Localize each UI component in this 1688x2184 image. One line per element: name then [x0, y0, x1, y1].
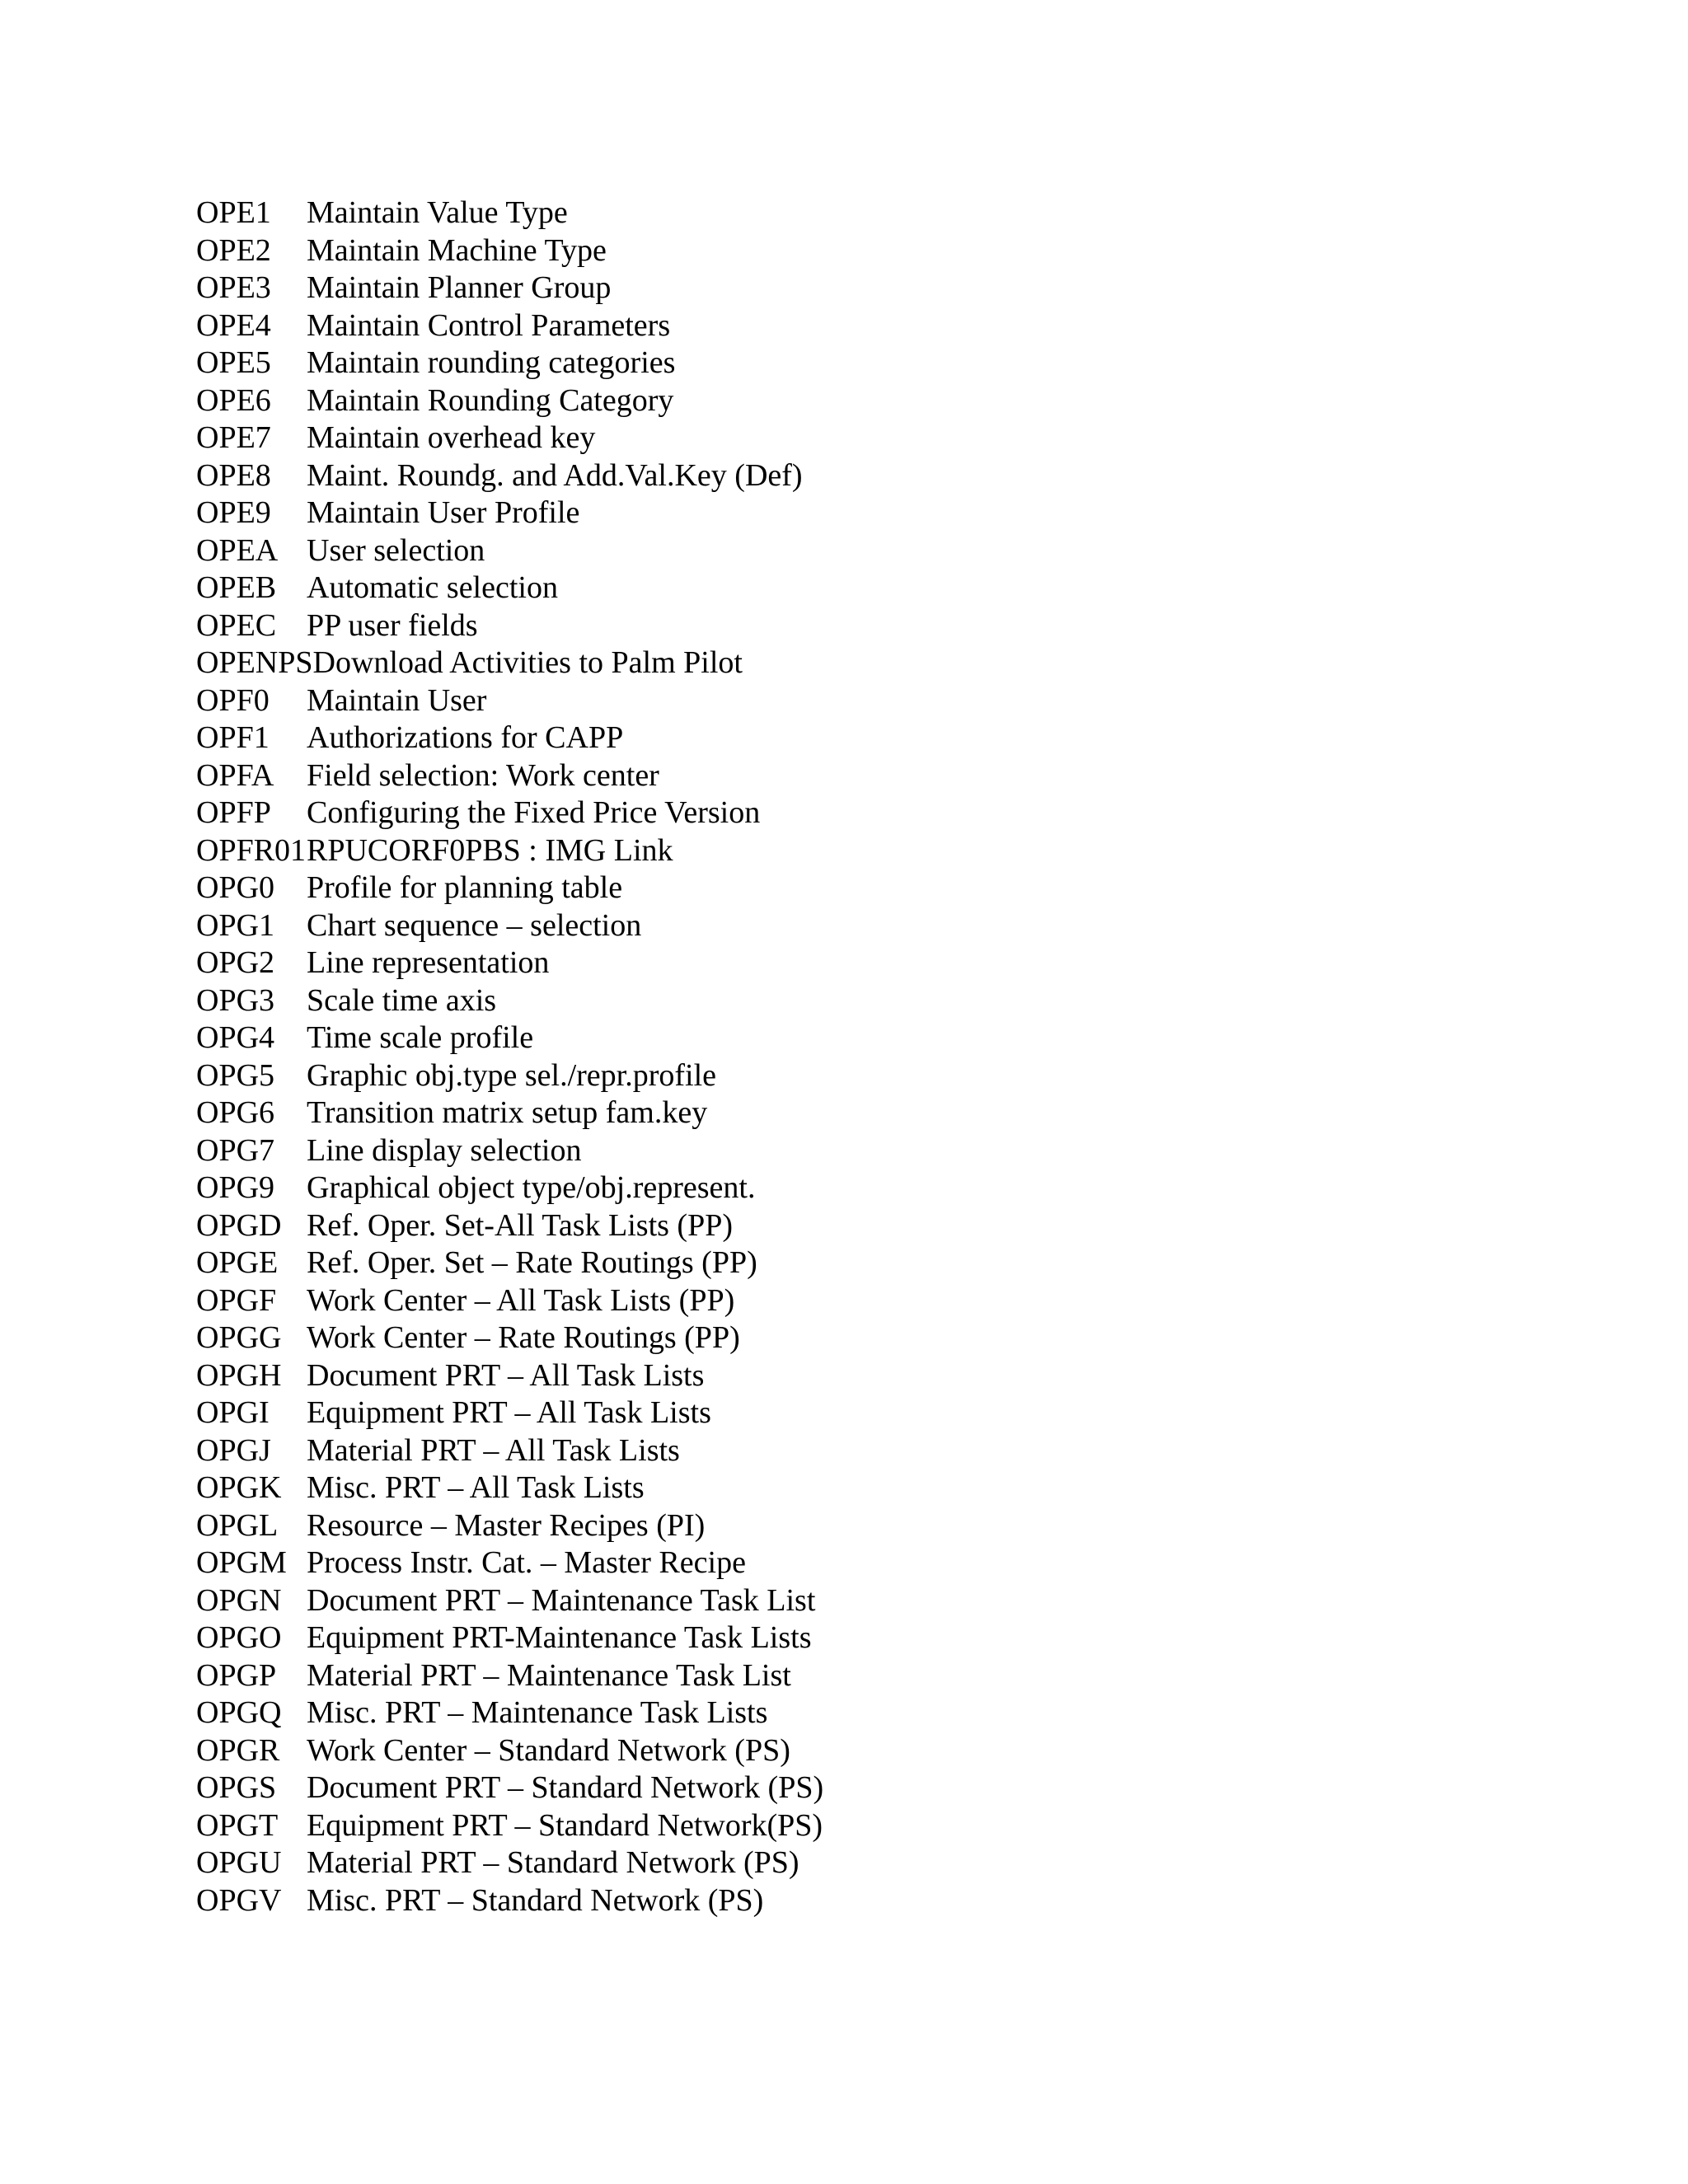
list-item [196, 607, 823, 645]
transaction-description: Document PRT – All Task Lists [307, 1357, 705, 1393]
transaction-code: OPG7 [196, 1132, 275, 1168]
list-item [196, 1169, 823, 1207]
list-item [196, 757, 823, 795]
list-item [196, 907, 823, 945]
transaction-code: OPG1 [196, 907, 275, 943]
list-item [196, 382, 823, 420]
list-item [196, 1844, 823, 1882]
transaction-description: Chart sequence – selection [307, 907, 642, 943]
transaction-code: OPGK [196, 1470, 282, 1505]
transaction-code: OPGV [196, 1882, 282, 1918]
transaction-code: OPE8 [196, 457, 271, 493]
transaction-code: OPE3 [196, 270, 271, 305]
transaction-description: Ref. Oper. Set-All Task Lists (PP) [307, 1207, 734, 1243]
list-item [196, 457, 823, 495]
list-item [196, 194, 823, 232]
list-item [196, 569, 823, 607]
list-item [196, 1357, 823, 1395]
transaction-description: Work Center – Standard Network (PS) [307, 1732, 790, 1768]
transaction-code: OPE5 [196, 345, 271, 380]
transaction-description: Automatic selection [307, 570, 558, 605]
list-item [196, 1094, 823, 1132]
list-item [196, 232, 823, 270]
transaction-code: OPG9 [196, 1170, 275, 1205]
transaction-description: Line display selection [307, 1132, 582, 1168]
list-item [196, 944, 823, 982]
list-item [196, 1807, 823, 1845]
list-item [196, 644, 823, 682]
transaction-description: Maint. Roundg. and Add.Val.Key (Def) [307, 457, 803, 493]
list-item [196, 307, 823, 345]
transaction-description: Profile for planning table [307, 870, 623, 905]
list-item [196, 1544, 823, 1582]
transaction-code: OPEB [196, 570, 277, 605]
transaction-description: Equipment PRT – All Task Lists [307, 1395, 711, 1430]
transaction-code: OPG4 [196, 1020, 275, 1055]
transaction-description: Transition matrix setup fam.key [307, 1095, 708, 1130]
transaction-code: OPGP [196, 1657, 277, 1693]
transaction-description: Resource – Master Recipes (PI) [307, 1507, 706, 1543]
transaction-code: OPE6 [196, 382, 271, 418]
list-item [196, 1882, 823, 1920]
transaction-description: Authorizations for CAPP [307, 720, 624, 755]
transaction-code: OPE1 [196, 195, 271, 230]
list-item [196, 1432, 823, 1470]
transaction-code-list [196, 194, 823, 1919]
transaction-code: OPE7 [196, 420, 271, 455]
transaction-description: Material PRT – All Task Lists [307, 1432, 680, 1468]
list-item [196, 982, 823, 1020]
transaction-description: Misc. PRT – Standard Network (PS) [307, 1882, 764, 1918]
transaction-description: Graphical object type/obj.represent. [307, 1170, 756, 1205]
transaction-code: OPGQ [196, 1695, 282, 1730]
list-item [196, 719, 823, 757]
transaction-description: Document PRT – Maintenance Task List [307, 1582, 816, 1618]
transaction-description: Time scale profile [307, 1020, 534, 1055]
transaction-code: OPEC [196, 607, 277, 643]
transaction-code: OPGG [196, 1320, 282, 1355]
transaction-code: OPGJ [196, 1432, 271, 1468]
transaction-description: User selection [307, 532, 485, 568]
list-item [196, 494, 823, 532]
transaction-description: Line representation [307, 945, 550, 980]
list-item [196, 1282, 823, 1320]
transaction-code: OPGH [196, 1357, 282, 1393]
list-item [196, 832, 823, 870]
list-item [196, 869, 823, 907]
transaction-code: OPG6 [196, 1095, 275, 1130]
list-item [196, 344, 823, 382]
transaction-description: Maintain overhead key [307, 420, 596, 455]
list-item [196, 1769, 823, 1807]
transaction-code: OPGD [196, 1207, 282, 1243]
transaction-description: Process Instr. Cat. – Master Recipe [307, 1545, 746, 1580]
transaction-code: OPF1 [196, 720, 270, 755]
list-item [196, 1694, 823, 1732]
transaction-code: OPGE [196, 1245, 279, 1280]
list-item [196, 1732, 823, 1770]
transaction-description: PP user fields [307, 607, 478, 643]
transaction-description: Work Center – All Task Lists (PP) [307, 1282, 735, 1318]
transaction-description: RPUCORF0PBS : IMG Link [307, 832, 673, 868]
transaction-description: Maintain Value Type [307, 195, 568, 230]
list-item [196, 794, 823, 832]
list-item [196, 269, 823, 307]
transaction-code: OPGN [196, 1582, 282, 1618]
transaction-code: OPENPS [196, 645, 313, 680]
transaction-description: Maintain Rounding Category [307, 382, 674, 418]
transaction-code: OPG5 [196, 1057, 275, 1093]
transaction-code: OPF0 [196, 682, 270, 718]
list-item [196, 682, 823, 720]
list-item [196, 1319, 823, 1357]
list-item [196, 1244, 823, 1282]
transaction-code: OPG2 [196, 945, 275, 980]
transaction-code: OPFP [196, 795, 271, 830]
list-item [196, 1619, 823, 1657]
list-item [196, 1507, 823, 1545]
transaction-description: Download Activities to Palm Pilot [312, 645, 743, 680]
transaction-description: Ref. Oper. Set – Rate Routings (PP) [307, 1245, 757, 1280]
transaction-description: Document PRT – Standard Network (PS) [307, 1770, 824, 1805]
transaction-description: Equipment PRT – Standard Network(PS) [307, 1807, 823, 1843]
transaction-code: OPE4 [196, 307, 271, 343]
list-item [196, 1394, 823, 1432]
transaction-description: Maintain User [307, 682, 487, 718]
transaction-code: OPGT [196, 1807, 279, 1843]
transaction-code: OPGS [196, 1770, 277, 1805]
transaction-code: OPFR01 [196, 832, 307, 868]
transaction-code: OPGU [196, 1845, 282, 1880]
transaction-description: Maintain User Profile [307, 495, 580, 530]
transaction-description: Scale time axis [307, 982, 497, 1018]
list-item [196, 1582, 823, 1620]
transaction-code: OPGM [196, 1545, 287, 1580]
list-item [196, 532, 823, 570]
transaction-code: OPE9 [196, 495, 271, 530]
list-item [196, 1132, 823, 1170]
transaction-description: Configuring the Fixed Price Version [307, 795, 761, 830]
transaction-code: OPGL [196, 1507, 279, 1543]
transaction-description: Maintain Machine Type [307, 232, 607, 268]
transaction-code: OPGR [196, 1732, 280, 1768]
transaction-description: Misc. PRT – All Task Lists [307, 1470, 645, 1505]
transaction-description: Work Center – Rate Routings (PP) [307, 1320, 740, 1355]
transaction-description: Maintain Control Parameters [307, 307, 671, 343]
list-item [196, 1057, 823, 1095]
transaction-description: Maintain Planner Group [307, 270, 612, 305]
transaction-description: Graphic obj.type sel./repr.profile [307, 1057, 717, 1093]
transaction-code: OPGO [196, 1620, 282, 1655]
transaction-description: Material PRT – Maintenance Task List [307, 1657, 791, 1693]
transaction-description: Misc. PRT – Maintenance Task Lists [307, 1695, 768, 1730]
transaction-code: OPFA [196, 757, 274, 793]
transaction-code: OPEA [196, 532, 279, 568]
list-item [196, 1207, 823, 1245]
list-item [196, 419, 823, 457]
transaction-code: OPGI [196, 1395, 270, 1430]
list-item [196, 1469, 823, 1507]
transaction-description: Material PRT – Standard Network (PS) [307, 1845, 799, 1880]
transaction-code: OPG3 [196, 982, 275, 1018]
list-item [196, 1019, 823, 1057]
transaction-description: Equipment PRT-Maintenance Task Lists [307, 1620, 812, 1655]
transaction-description: Maintain rounding categories [307, 345, 676, 380]
transaction-code: OPE2 [196, 232, 271, 268]
list-item [196, 1657, 823, 1695]
transaction-code: OPGF [196, 1282, 277, 1318]
transaction-description: Field selection: Work center [307, 757, 659, 793]
transaction-code: OPG0 [196, 870, 275, 905]
